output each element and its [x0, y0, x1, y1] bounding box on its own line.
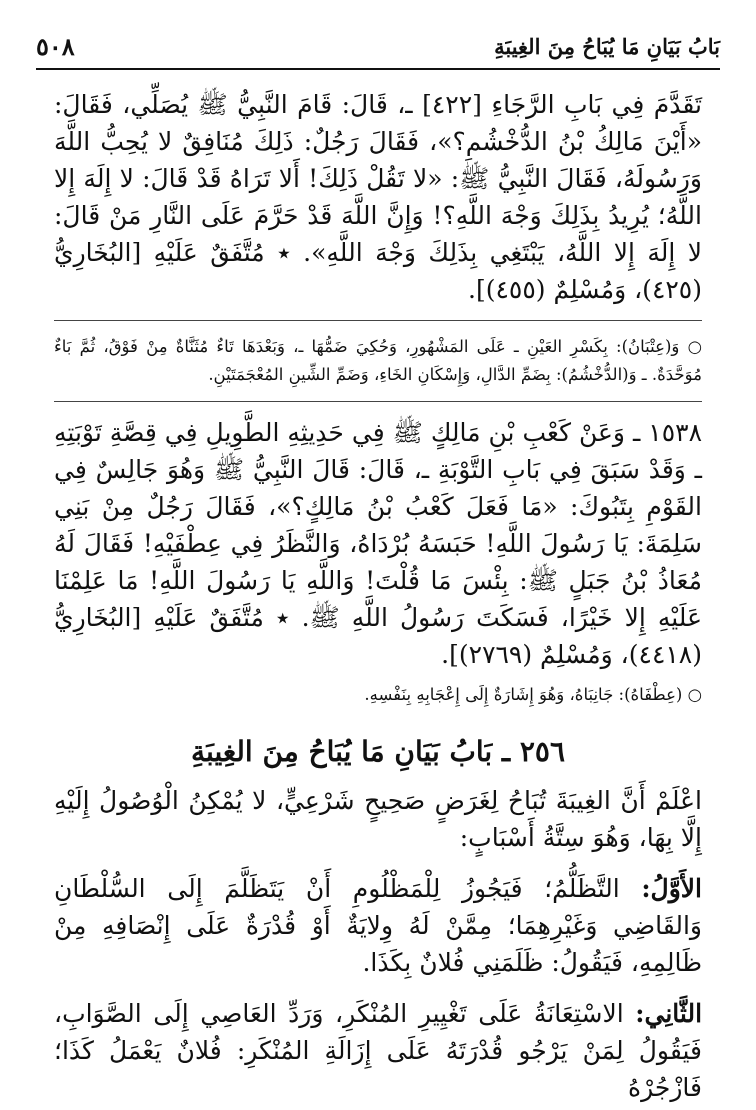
reason-first-text: التَّظَلُّمُ؛ فَيَجُوزُ لِلْمَظْلُومِ أَنْ يَتَظَلَّمَ إِلَى السُّلْطَانِ وَالقَاضِي وَغَيْرِهِمَا؛ مِمَّنْ لَهُ وِلايَةٌ أَوْ قُدْرَةٌ عَلَى إِنْصَافِهِ مِنْ ظَالِمِهِ، فَيَقُولُ: ظَلَمَنِي فُلانٌ بِكَذَا. [54, 874, 702, 977]
chapter-title: ٢٥٦ ـ بَابُ بَيَانِ مَا يُبَاحُ مِنَ الغِيبَةِ [190, 735, 565, 768]
page-number: ٥٠٨ [36, 31, 75, 61]
footnote-divider [54, 320, 702, 321]
running-header [36, 26, 720, 66]
hadith-continuation: تَقَدَّمَ فِي بَابِ الرَّجَاءِ [٤٢٢] ـ، قَالَ: قَامَ النَّبِيُّ ﷺ يُصَلِّي، فَقَالَ: «أَيْنَ مَالِكُ بْنُ الدُّخْشُمِ؟»، فَقَالَ رَجُلٌ: ذَلِكَ مُنَافِقٌ لا يُحِبُّ اللَّهَ وَرَسُولَهُ، فَقَالَ النَّبِيُّ ﷺ: «لا تَقُلْ ذَلِكَ! أَلا تَرَاهُ قَدْ قَالَ: لا إِلَهَ إِلا اللَّهُ؛ يُرِيدُ بِذَلِكَ وَجْهَ اللَّهِ؟! وَإِنَّ اللَّهَ قَدْ حَرَّمَ عَلَى النَّارِ مَنْ قَالَ: لا إِلَهَ إِلا اللَّهُ، يَبْتَغِي بِذَلِكَ وَجْهَ اللَّهِ». ٭ مُتَّفَقٌ عَلَيْهِ [البُخَارِيُّ (٤٢٥)، وَمُسْلِمٌ (٤٥٥)]. [54, 90, 702, 304]
reason-first-lead: الأَوَّلُ: [641, 874, 702, 903]
header-title: بَابُ بَيَانِ مَا يُبَاحُ مِنَ الغِيبَةِ [494, 33, 720, 59]
chapter-intro: اعْلَمْ أَنَّ الغِيبَةَ تُبَاحُ لِغَرَضٍ صَحِيحٍ شَرْعِيٍّ، لا يُمْكِنُ الْوُصُولُ إِلَيْهِ إِلَّا بِهَا، وَهُوَ سِتَّةُ أَسْبَابٍ: [54, 786, 702, 852]
hadith-1538: ١٥٣٨ ـ وَعَنْ كَعْبِ بْنِ مَالِكٍ ﷺ فِي حَدِيثِهِ الطَّوِيلِ فِي قِصَّةِ تَوْبَتِهِ ـ وَقَدْ سَبَقَ فِي بَابِ التَّوْبَةِ ـ، قَالَ: قَالَ النَّبِيُّ ﷺ وَهُوَ جَالِسٌ فِي القَوْمِ بِتَبُوكَ: «مَا فَعَلَ كَعْبُ بْنُ مَالِكٍ؟»، فَقَالَ رَجُلٌ مِنْ بَنِي سَلِمَةَ: يَا رَسُولَ اللَّهِ! حَبَسَهُ بُرْدَاهُ، وَالنَّظَرُ فِي عِطْفَيْهِ! فَقَالَ لَهُ مُعَاذُ بْنُ جَبَلٍ ﷺ: بِئْسَ مَا قُلْتَ! وَاللَّهِ يَا رَسُولَ اللَّهِ! مَا عَلِمْنَا عَلَيْهِ إِلا خَيْرًا، فَسَكَتَ رَسُولُ اللَّهِ ﷺ. ٭ مُتَّفَقٌ عَلَيْهِ [البُخَارِيُّ (٤٤١٨)، وَمُسْلِمٌ (٢٧٦٩)]. [54, 418, 702, 669]
reason-first [54, 870, 702, 981]
section-divider [54, 401, 702, 402]
reason-second-text: الاسْتِعَانَةُ عَلَى تَغْيِيرِ المُنْكَرِ، وَرَدِّ العَاصِي إِلَى الصَّوَابِ، فَيَقُولُ لِمَنْ يَرْجُو قُدْرَتَهُ عَلَى إِزَالَةِ المُنْكَرِ: فُلانٌ يَعْمَلُ كَذَا؛ فَازْجُرْهُ [54, 999, 702, 1102]
header-rule [36, 68, 720, 70]
reason-second [54, 995, 702, 1106]
hadith-1538-note: ○ (عِطْفَاهُ): جَانِبَاهُ، وَهُوَ إِشَارَةٌ إِلَى إِعْجَابِهِ بِنَفْسِهِ. [364, 685, 702, 704]
page-content [54, 86, 702, 1106]
footnote-note: ○ وَ(عِتْبَانُ): بِكَسْرِ العَيْنِ ـ عَلَى المَشْهُورِ، وَحُكِيَ ضَمُّهَا ـ، وَبَعْدَهَا تَاءٌ مُثَنَّاةٌ مِنْ فَوْقُ، ثُمَّ بَاءٌ مُوَحَّدَةٌ. ـ وَ(الدُّخْشُمُ): بِضَمِّ الدَّالِ، وَإِسْكَانِ الخَاءِ، وَضَمِّ الشِّينِ المُعْجَمَتَيْنِ. [54, 337, 702, 384]
reason-second-lead: الثَّانِي: [635, 999, 703, 1028]
